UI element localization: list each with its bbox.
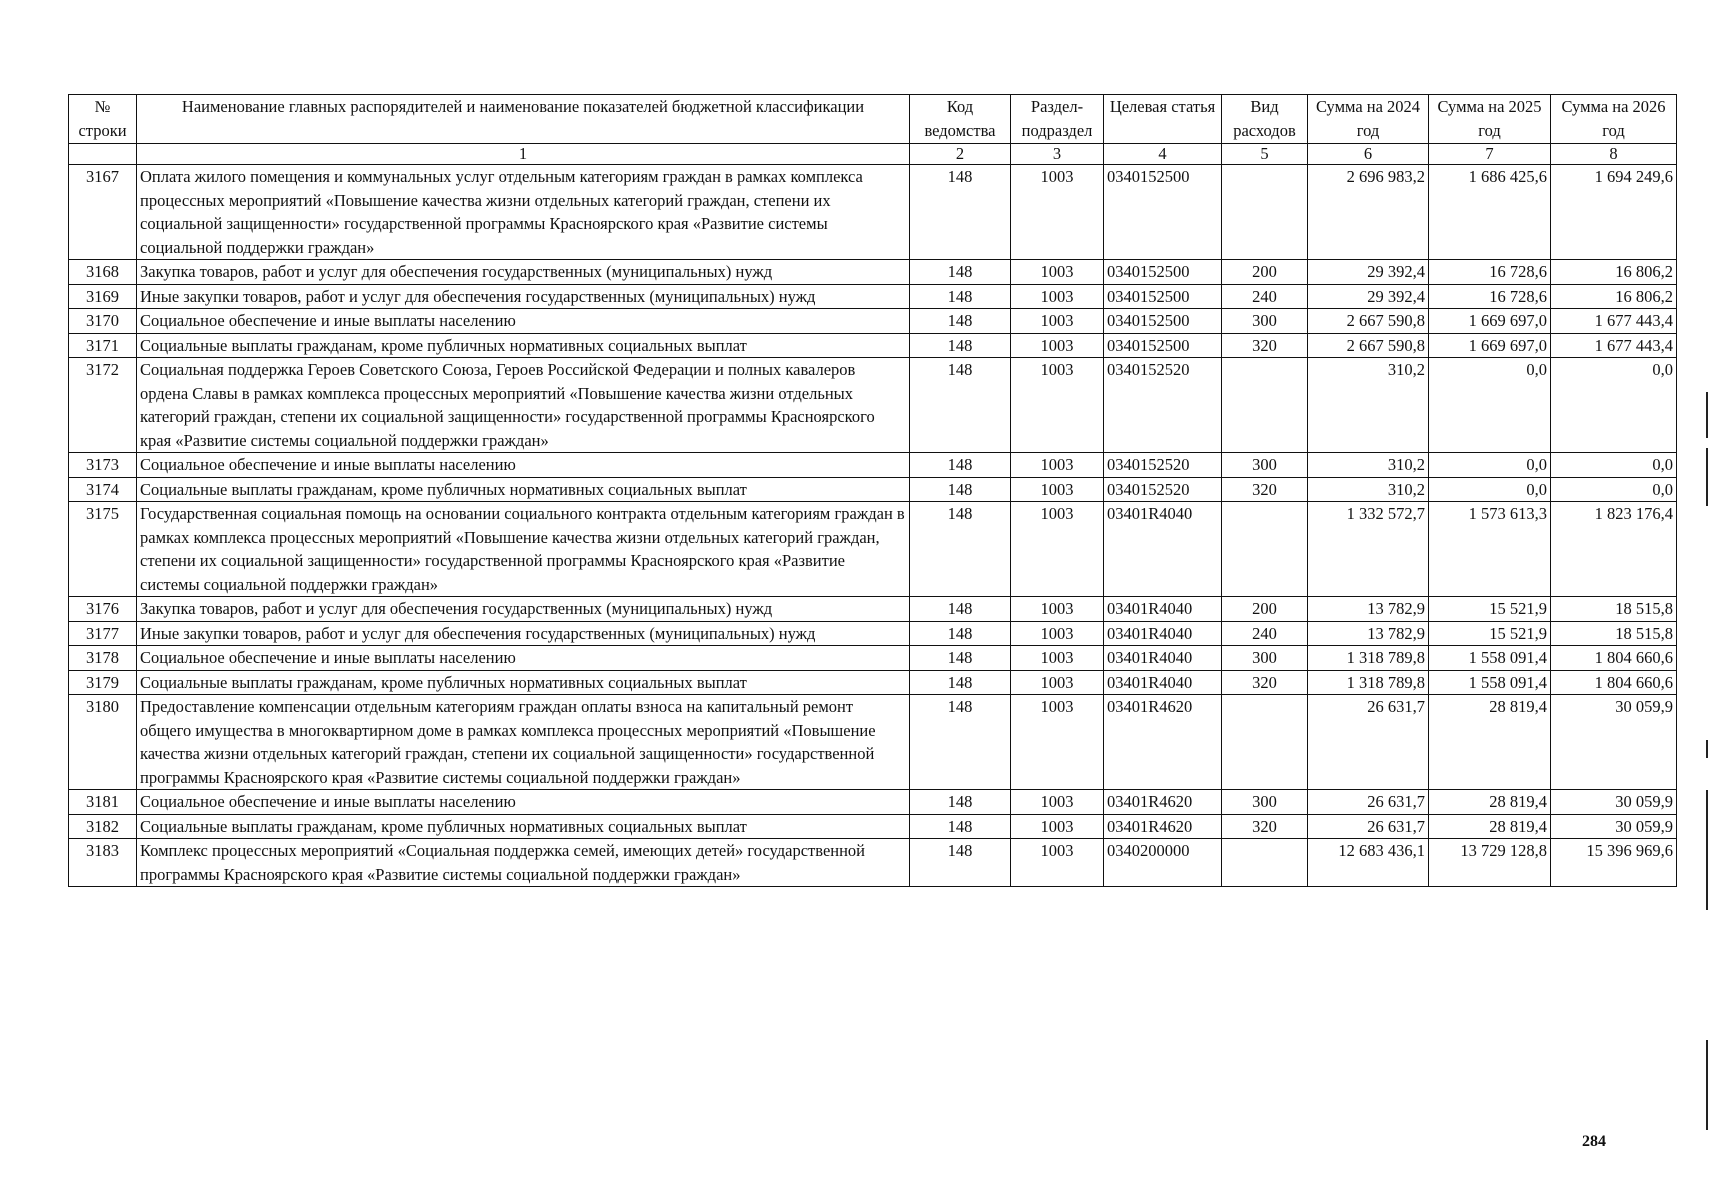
row-section: 1003 <box>1011 790 1104 815</box>
row-sum-2024: 1 318 789,8 <box>1308 646 1429 671</box>
row-number: 3172 <box>69 358 137 453</box>
row-sum-2026: 30 059,9 <box>1551 695 1677 790</box>
row-sum-2024: 310,2 <box>1308 477 1429 502</box>
row-number: 3169 <box>69 284 137 309</box>
row-dept-code: 148 <box>910 646 1011 671</box>
table-row <box>69 477 1677 502</box>
table-body <box>69 165 1677 887</box>
row-sum-2026: 30 059,9 <box>1551 814 1677 839</box>
row-name: Социальные выплаты гражданам, кроме публичных нормативных социальных выплат <box>137 814 910 839</box>
row-target: 03401R4040 <box>1104 621 1222 646</box>
row-target: 0340152520 <box>1104 477 1222 502</box>
row-target: 0340200000 <box>1104 839 1222 887</box>
row-section: 1003 <box>1011 477 1104 502</box>
row-target: 03401R4040 <box>1104 502 1222 597</box>
row-sum-2025: 28 819,4 <box>1429 814 1551 839</box>
row-number: 3177 <box>69 621 137 646</box>
row-sum-2025: 0,0 <box>1429 477 1551 502</box>
header-name: Наименование главных распорядителей и наименование показателей бюджетной классификации <box>137 95 910 144</box>
row-sum-2025: 15 521,9 <box>1429 597 1551 622</box>
row-dept-code: 148 <box>910 453 1011 478</box>
column-number: 2 <box>910 144 1011 165</box>
scan-edge-line <box>1706 392 1708 438</box>
row-expense-type <box>1222 502 1308 597</box>
column-number: 3 <box>1011 144 1104 165</box>
column-number: 1 <box>137 144 910 165</box>
table-row <box>69 333 1677 358</box>
row-number: 3173 <box>69 453 137 478</box>
row-dept-code: 148 <box>910 502 1011 597</box>
row-sum-2025: 1 669 697,0 <box>1429 333 1551 358</box>
row-name: Социальные выплаты гражданам, кроме публичных нормативных социальных выплат <box>137 670 910 695</box>
row-name: Социальное обеспечение и иные выплаты населению <box>137 309 910 334</box>
header-dept-code: Код ведомства <box>910 95 1011 144</box>
row-dept-code: 148 <box>910 358 1011 453</box>
row-target: 0340152500 <box>1104 309 1222 334</box>
row-sum-2026: 1 677 443,4 <box>1551 309 1677 334</box>
row-target: 03401R4620 <box>1104 814 1222 839</box>
row-number: 3171 <box>69 333 137 358</box>
row-number: 3167 <box>69 165 137 260</box>
row-name: Социальное обеспечение и иные выплаты населению <box>137 453 910 478</box>
scan-edge-line <box>1706 740 1708 758</box>
row-sum-2025: 16 728,6 <box>1429 260 1551 285</box>
row-section: 1003 <box>1011 333 1104 358</box>
row-sum-2026: 0,0 <box>1551 358 1677 453</box>
row-sum-2025: 15 521,9 <box>1429 621 1551 646</box>
row-section: 1003 <box>1011 453 1104 478</box>
row-expense-type <box>1222 695 1308 790</box>
row-number: 3181 <box>69 790 137 815</box>
row-dept-code: 148 <box>910 165 1011 260</box>
row-dept-code: 148 <box>910 260 1011 285</box>
budget-table <box>68 94 1677 887</box>
row-dept-code: 148 <box>910 309 1011 334</box>
row-section: 1003 <box>1011 260 1104 285</box>
row-dept-code: 148 <box>910 839 1011 887</box>
row-sum-2024: 26 631,7 <box>1308 790 1429 815</box>
row-sum-2026: 18 515,8 <box>1551 597 1677 622</box>
table-row <box>69 453 1677 478</box>
table-row <box>69 695 1677 790</box>
column-number: 8 <box>1551 144 1677 165</box>
scan-edge-line <box>1706 790 1708 910</box>
table-row <box>69 814 1677 839</box>
row-sum-2024: 26 631,7 <box>1308 695 1429 790</box>
row-number: 3182 <box>69 814 137 839</box>
row-dept-code: 148 <box>910 477 1011 502</box>
row-expense-type <box>1222 165 1308 260</box>
row-number: 3179 <box>69 670 137 695</box>
row-name: Социальные выплаты гражданам, кроме публичных нормативных социальных выплат <box>137 333 910 358</box>
row-name: Иные закупки товаров, работ и услуг для обеспечения государственных (муниципальных) нужд <box>137 284 910 309</box>
row-sum-2024: 1 332 572,7 <box>1308 502 1429 597</box>
table-row <box>69 284 1677 309</box>
row-sum-2025: 1 669 697,0 <box>1429 309 1551 334</box>
row-sum-2026: 1 804 660,6 <box>1551 646 1677 671</box>
row-sum-2024: 310,2 <box>1308 358 1429 453</box>
row-dept-code: 148 <box>910 695 1011 790</box>
row-target: 0340152520 <box>1104 453 1222 478</box>
row-section: 1003 <box>1011 358 1104 453</box>
row-target: 03401R4620 <box>1104 695 1222 790</box>
row-sum-2025: 28 819,4 <box>1429 695 1551 790</box>
table-row <box>69 165 1677 260</box>
row-expense-type: 300 <box>1222 453 1308 478</box>
row-sum-2025: 1 573 613,3 <box>1429 502 1551 597</box>
row-dept-code: 148 <box>910 790 1011 815</box>
row-dept-code: 148 <box>910 284 1011 309</box>
row-target: 0340152500 <box>1104 333 1222 358</box>
row-number: 3174 <box>69 477 137 502</box>
column-number: 6 <box>1308 144 1429 165</box>
row-section: 1003 <box>1011 597 1104 622</box>
row-dept-code: 148 <box>910 621 1011 646</box>
row-sum-2025: 13 729 128,8 <box>1429 839 1551 887</box>
row-expense-type: 320 <box>1222 814 1308 839</box>
row-sum-2024: 13 782,9 <box>1308 621 1429 646</box>
header-row-no: № строки <box>69 95 137 144</box>
row-expense-type: 320 <box>1222 670 1308 695</box>
row-dept-code: 148 <box>910 670 1011 695</box>
row-target: 03401R4620 <box>1104 790 1222 815</box>
row-sum-2025: 28 819,4 <box>1429 790 1551 815</box>
row-sum-2025: 0,0 <box>1429 453 1551 478</box>
header-sum-2026: Сумма на 2026 год <box>1551 95 1677 144</box>
row-expense-type: 200 <box>1222 260 1308 285</box>
row-expense-type: 320 <box>1222 333 1308 358</box>
table-header <box>69 95 1677 165</box>
row-section: 1003 <box>1011 309 1104 334</box>
row-sum-2026: 15 396 969,6 <box>1551 839 1677 887</box>
row-target: 03401R4040 <box>1104 597 1222 622</box>
table-row <box>69 358 1677 453</box>
row-sum-2024: 310,2 <box>1308 453 1429 478</box>
row-section: 1003 <box>1011 284 1104 309</box>
row-sum-2026: 30 059,9 <box>1551 790 1677 815</box>
row-expense-type: 300 <box>1222 646 1308 671</box>
row-dept-code: 148 <box>910 597 1011 622</box>
table-row <box>69 621 1677 646</box>
column-number: 5 <box>1222 144 1308 165</box>
row-name: Социальные выплаты гражданам, кроме публичных нормативных социальных выплат <box>137 477 910 502</box>
row-sum-2026: 1 694 249,6 <box>1551 165 1677 260</box>
table-row <box>69 839 1677 887</box>
row-dept-code: 148 <box>910 333 1011 358</box>
row-number: 3176 <box>69 597 137 622</box>
row-sum-2024: 26 631,7 <box>1308 814 1429 839</box>
row-target: 0340152520 <box>1104 358 1222 453</box>
row-expense-type: 200 <box>1222 597 1308 622</box>
row-sum-2025: 1 686 425,6 <box>1429 165 1551 260</box>
row-expense-type: 240 <box>1222 284 1308 309</box>
row-expense-type: 300 <box>1222 309 1308 334</box>
column-number <box>69 144 137 165</box>
row-target: 03401R4040 <box>1104 670 1222 695</box>
table-row <box>69 597 1677 622</box>
table-row <box>69 260 1677 285</box>
row-name: Закупка товаров, работ и услуг для обеспечения государственных (муниципальных) нужд <box>137 597 910 622</box>
row-section: 1003 <box>1011 502 1104 597</box>
page-number: 284 <box>1582 1133 1606 1150</box>
header-sum-2025: Сумма на 2025 год <box>1429 95 1551 144</box>
row-sum-2026: 1 823 176,4 <box>1551 502 1677 597</box>
row-number: 3175 <box>69 502 137 597</box>
row-section: 1003 <box>1011 165 1104 260</box>
table-row <box>69 646 1677 671</box>
row-sum-2026: 16 806,2 <box>1551 260 1677 285</box>
header-expense-type: Вид расходов <box>1222 95 1308 144</box>
row-expense-type: 240 <box>1222 621 1308 646</box>
row-number: 3183 <box>69 839 137 887</box>
row-section: 1003 <box>1011 814 1104 839</box>
row-expense-type: 300 <box>1222 790 1308 815</box>
row-target: 03401R4040 <box>1104 646 1222 671</box>
table-row <box>69 502 1677 597</box>
row-number: 3168 <box>69 260 137 285</box>
table-row <box>69 309 1677 334</box>
row-name: Социальное обеспечение и иные выплаты населению <box>137 790 910 815</box>
row-section: 1003 <box>1011 839 1104 887</box>
table-row <box>69 790 1677 815</box>
row-sum-2025: 1 558 091,4 <box>1429 670 1551 695</box>
row-sum-2024: 29 392,4 <box>1308 260 1429 285</box>
row-name: Государственная социальная помощь на основании социального контракта отдельным категориям граждан в рамках комплекса процессных мероприятий «Повышение качества жизни отдельных категорий граждан, степени их социальной защищенности» государственной программы Красноярского края «Развитие системы социальной поддержки граждан» <box>137 502 910 597</box>
table-row <box>69 670 1677 695</box>
row-section: 1003 <box>1011 646 1104 671</box>
row-section: 1003 <box>1011 670 1104 695</box>
row-number: 3170 <box>69 309 137 334</box>
row-name: Иные закупки товаров, работ и услуг для обеспечения государственных (муниципальных) нужд <box>137 621 910 646</box>
row-sum-2024: 2 696 983,2 <box>1308 165 1429 260</box>
row-name: Предоставление компенсации отдельным категориям граждан оплаты взноса на капитальный ремонт общего имущества в многоквартирном доме в рамках комплекса процессных мероприятий «Повышение качества жизни отдельных категорий граждан, степени их социальной защищенности» государственной программы Красноярского края «Развитие системы социальной поддержки граждан» <box>137 695 910 790</box>
row-target: 0340152500 <box>1104 284 1222 309</box>
header-section: Раздел-подраздел <box>1011 95 1104 144</box>
row-name: Комплекс процессных мероприятий «Социальная поддержка семей, имеющих детей» государственной программы Красноярского края «Развитие системы социальной поддержки граждан» <box>137 839 910 887</box>
row-sum-2026: 0,0 <box>1551 453 1677 478</box>
row-section: 1003 <box>1011 695 1104 790</box>
row-name: Социальное обеспечение и иные выплаты населению <box>137 646 910 671</box>
row-sum-2024: 12 683 436,1 <box>1308 839 1429 887</box>
row-sum-2024: 1 318 789,8 <box>1308 670 1429 695</box>
header-sum-2024: Сумма на 2024 год <box>1308 95 1429 144</box>
row-target: 0340152500 <box>1104 260 1222 285</box>
row-number: 3178 <box>69 646 137 671</box>
row-name: Социальная поддержка Героев Советского Союза, Героев Российской Федерации и полных кавалеров ордена Славы в рамках комплекса процессных мероприятий «Повышение качества жизни отдельных категорий граждан, степени их социальной защищенности» государственной программы Красноярского края «Развитие системы социальной поддержки граждан» <box>137 358 910 453</box>
row-sum-2025: 1 558 091,4 <box>1429 646 1551 671</box>
row-sum-2026: 16 806,2 <box>1551 284 1677 309</box>
row-sum-2025: 0,0 <box>1429 358 1551 453</box>
row-section: 1003 <box>1011 621 1104 646</box>
column-number: 4 <box>1104 144 1222 165</box>
row-expense-type <box>1222 358 1308 453</box>
row-name: Оплата жилого помещения и коммунальных услуг отдельным категориям граждан в рамках комплекса процессных мероприятий «Повышение качества жизни отдельных категорий граждан, степени их социальной защищенности» государственной программы Красноярского края «Развитие системы социальной поддержки граждан» <box>137 165 910 260</box>
row-sum-2026: 1 677 443,4 <box>1551 333 1677 358</box>
row-target: 0340152500 <box>1104 165 1222 260</box>
row-sum-2024: 29 392,4 <box>1308 284 1429 309</box>
row-name: Закупка товаров, работ и услуг для обеспечения государственных (муниципальных) нужд <box>137 260 910 285</box>
row-sum-2026: 18 515,8 <box>1551 621 1677 646</box>
row-sum-2026: 1 804 660,6 <box>1551 670 1677 695</box>
row-sum-2024: 13 782,9 <box>1308 597 1429 622</box>
row-sum-2024: 2 667 590,8 <box>1308 309 1429 334</box>
row-number: 3180 <box>69 695 137 790</box>
scan-edge-line <box>1706 1040 1708 1130</box>
column-number: 7 <box>1429 144 1551 165</box>
row-expense-type <box>1222 839 1308 887</box>
row-sum-2026: 0,0 <box>1551 477 1677 502</box>
row-sum-2025: 16 728,6 <box>1429 284 1551 309</box>
scan-edge-line <box>1706 448 1708 506</box>
row-expense-type: 320 <box>1222 477 1308 502</box>
header-target: Целевая статья <box>1104 95 1222 144</box>
row-sum-2024: 2 667 590,8 <box>1308 333 1429 358</box>
row-dept-code: 148 <box>910 814 1011 839</box>
